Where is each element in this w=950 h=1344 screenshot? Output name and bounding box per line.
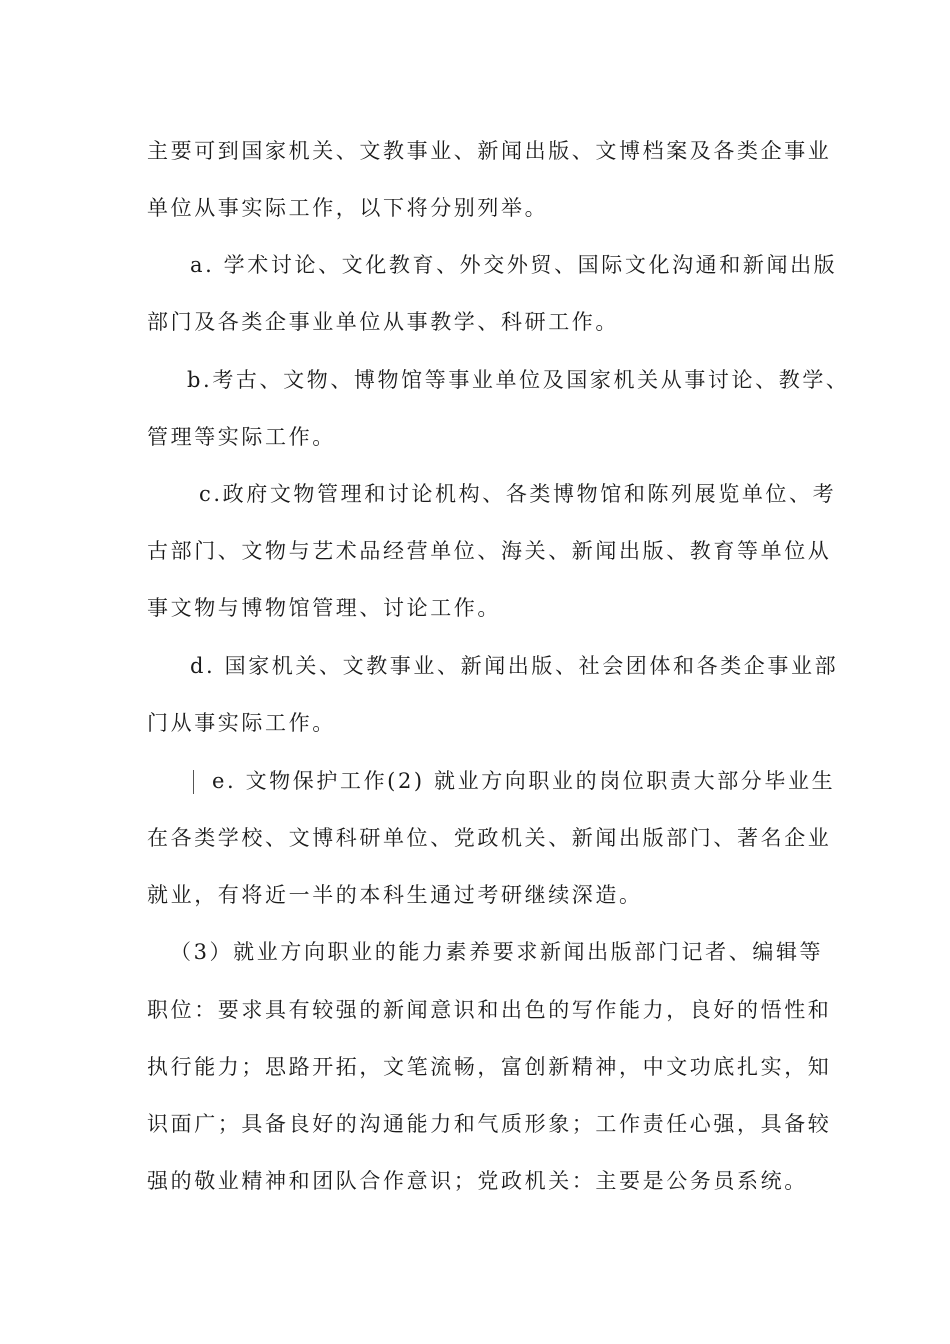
section-3-line-1: （3）就业方向职业的能力素养要求新闻出版部门记者、编辑等 [170, 940, 824, 964]
list-item-a-line-1: a. 学术讨论、文化教育、外交外贸、国际文化沟通和新闻出版 [190, 253, 838, 277]
section-3-line-3: 执行能力；思路开拓，文笔流畅，富创新精神，中文功底扎实，知 [147, 1055, 832, 1079]
section-3-line-4: 识面广；具备良好的沟通能力和气质形象；工作责任心强，具备较 [147, 1112, 832, 1136]
text-cursor-mark [193, 770, 194, 794]
list-item-e-line-1: e. 文物保护工作(2) 就业方向职业的岗位职责大部分毕业生 [212, 769, 836, 793]
list-item-e-line-2: 在各类学校、文博科研单位、党政机关、新闻出版部门、著名企业 [147, 826, 832, 850]
list-item-c-line-3: 事文物与博物馆管理、讨论工作。 [147, 596, 501, 620]
list-item-b-line-2: 管理等实际工作。 [147, 425, 336, 449]
list-item-b-line-1: b.考古、文物、博物馆等事业单位及国家机关从事讨论、教学、 [187, 368, 850, 392]
list-item-c-line-1: c.政府文物管理和讨论机构、各类博物馆和陈列展览单位、考 [199, 482, 837, 506]
text-line-1: 主要可到国家机关、文教事业、新闻出版、文博档案及各类企事业 [147, 139, 832, 163]
list-item-c-line-2: 古部门、文物与艺术品经营单位、海关、新闻出版、教育等单位从 [147, 539, 832, 563]
list-item-d-line-2: 门从事实际工作。 [147, 711, 336, 735]
list-item-d-line-1: d. 国家机关、文教事业、新闻出版、社会团体和各类企事业部 [190, 654, 839, 678]
list-item-a-line-2: 部门及各类企事业单位从事教学、科研工作。 [147, 310, 619, 334]
section-3-line-5: 强的敬业精神和团队合作意识；党政机关：主要是公务员系统。 [147, 1169, 808, 1193]
section-3-line-2: 职位：要求具有较强的新闻意识和出色的写作能力，良好的悟性和 [147, 998, 832, 1022]
list-item-e-line-3: 就业，有将近一半的本科生通过考研继续深造。 [147, 883, 643, 907]
text-line-2: 单位从事实际工作，以下将分别列举。 [147, 196, 549, 220]
